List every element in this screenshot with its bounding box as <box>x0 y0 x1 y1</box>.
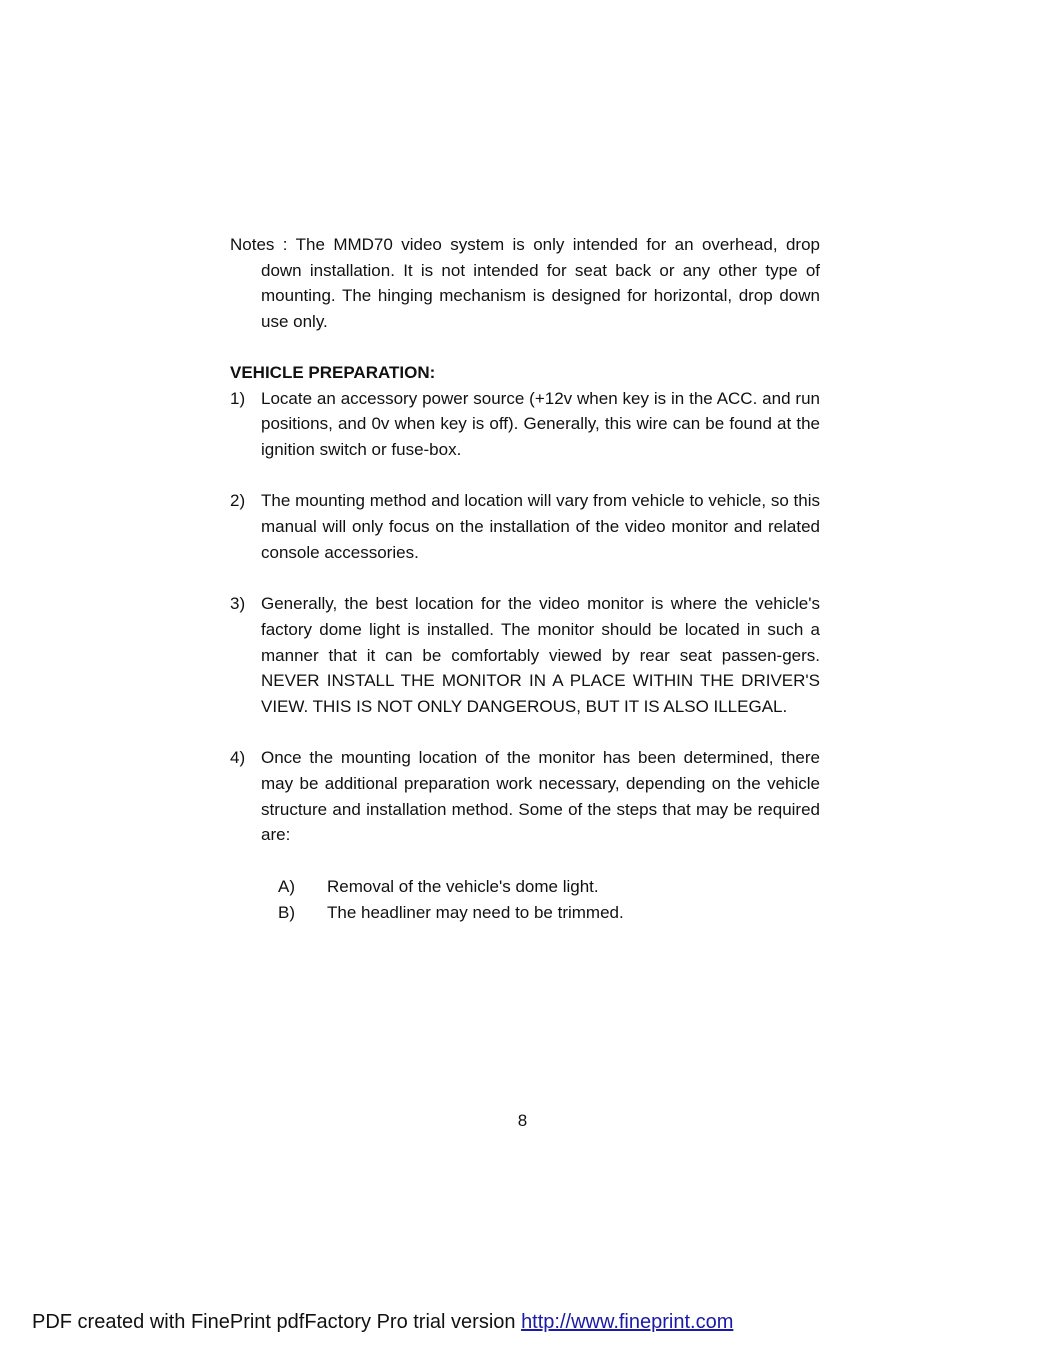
list-item-3 <box>230 591 820 720</box>
item-text: The mounting method and location will vary from vehicle to vehicle, so this manual will only focus on the installation of the video monitor and related console accessories. <box>261 491 820 562</box>
sub-item-text: Removal of the vehicle's dome light. <box>327 876 599 896</box>
item-number: 1) <box>230 388 246 408</box>
list-item-2 <box>230 488 820 565</box>
page-number: 8 <box>517 1111 528 1130</box>
sub-item-label: B) <box>278 902 295 922</box>
list-item-4 <box>230 745 820 848</box>
sub-item-label: A) <box>278 876 295 896</box>
list-item-1 <box>230 386 820 463</box>
sub-list <box>230 874 820 925</box>
pdf-footer <box>32 1311 733 1334</box>
footer-text: PDF created with FinePrint pdfFactory Pro trial version <box>32 1311 522 1333</box>
notes-paragraph: Notes : The MMD70 video system is only intended for an overhead, drop down installation. It is not intended for seat back or any other type of mounting. The hinging mechanism is designed for horizontal, drop down use only. <box>230 235 820 332</box>
item-text: Locate an accessory power source (+12v when key is in the ACC. and run positions, and 0v when key is off). Generally, this wire can be found at the ignition switch or fuse-box. <box>261 388 820 459</box>
item-text: Once the mounting location of the monitor has been determined, there may be additional preparation work necessary, depending on the vehicle structure and installation method. Some of the steps that may be required are: <box>261 748 820 845</box>
item-number: 2) <box>230 491 246 511</box>
sub-list-item-b <box>278 900 820 926</box>
section-heading: VEHICLE PREPARATION: <box>230 362 436 382</box>
sub-list-item-a <box>278 874 820 900</box>
footer-link[interactable]: http://www.fineprint.com <box>521 1311 734 1333</box>
item-text: Generally, the best location for the video monitor is where the vehicle's factory dome light is installed. The monitor should be located in such a manner that it can be comfortably viewed by rear seat passen-gers. NEVER INSTALL THE MONITOR IN A PLACE WITHIN THE DRIVER'S VIEW. THIS IS NOT ONLY DANGEROUS, BUT IT IS ALSO ILLEGAL. <box>261 594 820 716</box>
sub-item-text: The headliner may need to be trimmed. <box>327 902 624 922</box>
item-number: 4) <box>230 748 246 768</box>
item-number: 3) <box>230 594 246 614</box>
document-body <box>230 232 820 925</box>
